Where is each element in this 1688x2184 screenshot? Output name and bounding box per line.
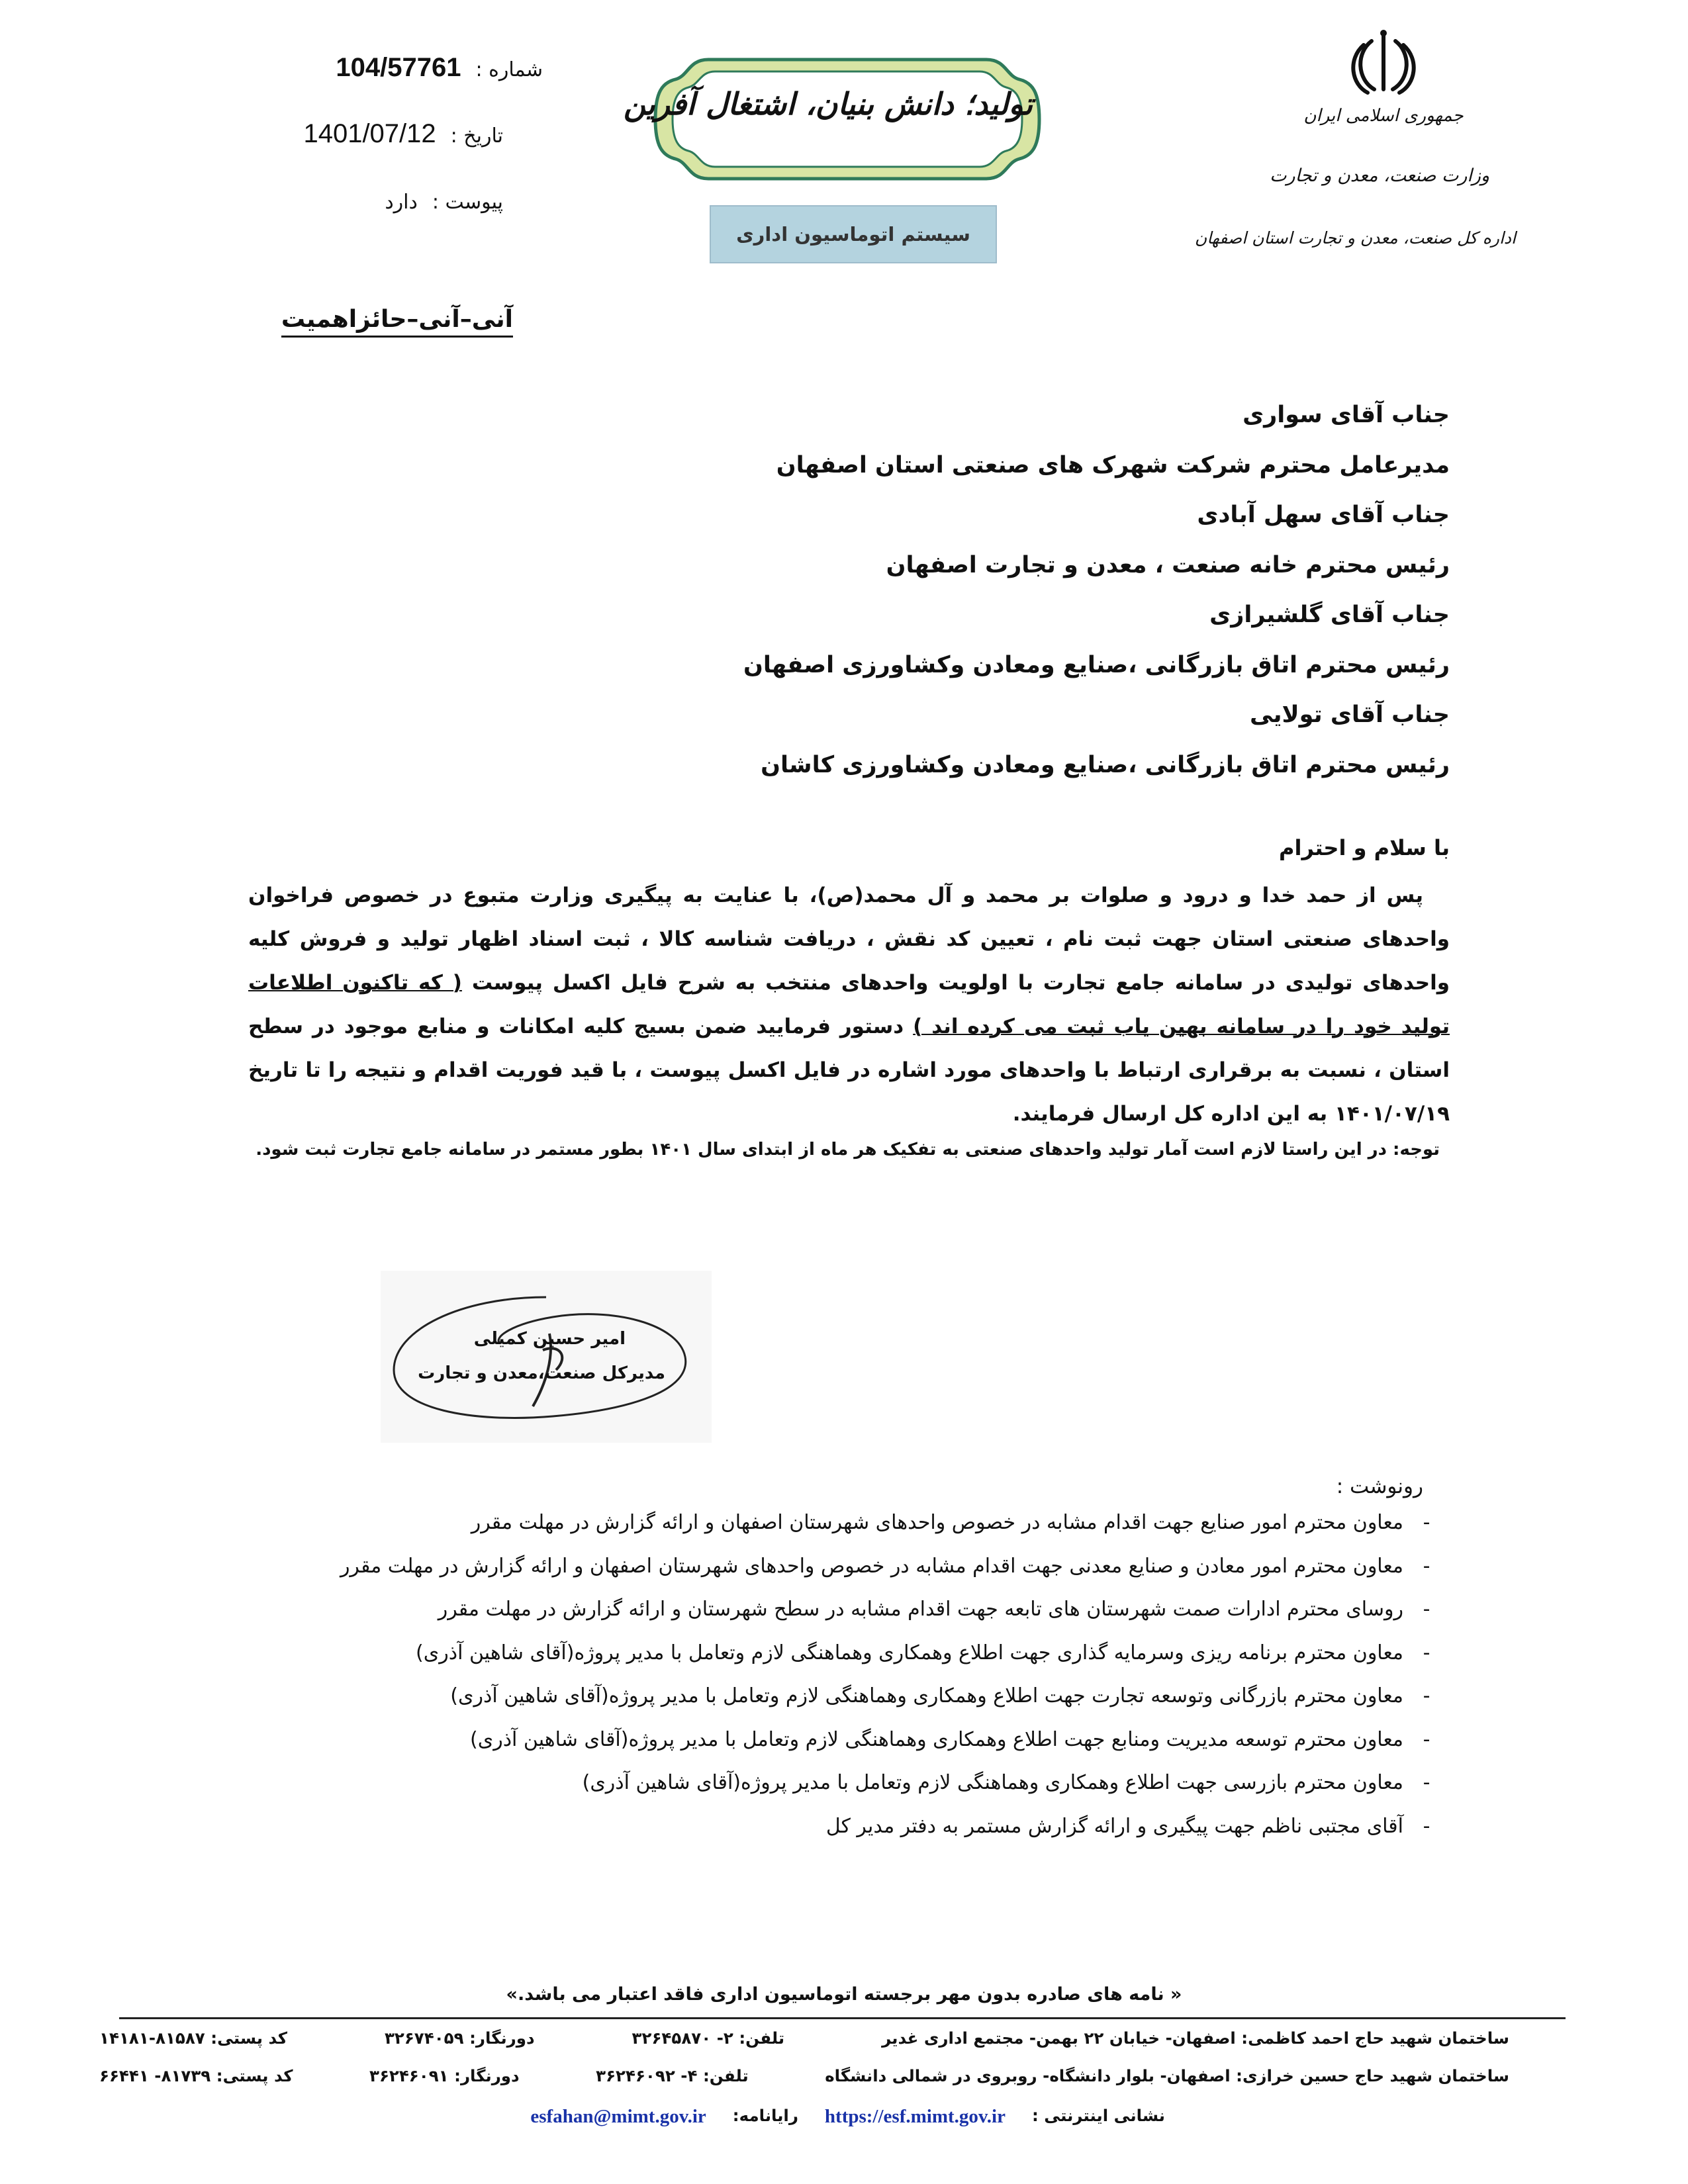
footer-address-line-2 [99, 2066, 1509, 2085]
letter-date-label: تاریخ : [450, 124, 503, 148]
cc-item [225, 1501, 1450, 1545]
footer-divider [119, 2017, 1566, 2019]
recipient-line: مدیرعامل محترم شرکت شهرک های صنعتی استان اصفهان [776, 451, 1450, 478]
letter-number-value: 104/57761 [336, 53, 461, 82]
org-line-ministry: وزارت صنعت، معدن و تجارت [1270, 165, 1489, 186]
recipient-line: جناب آقای تولایی [1249, 702, 1450, 728]
cc-item-text: آقای مجتبی ناظم جهت پیگیری و ارائه گزارش مستمر به دفتر مدیر کل [825, 1814, 1403, 1838]
cc-item-text: معاون محترم امور معادن و صنایع معدنی جهت اقدام مشابه در خصوص واحدهای شهرستان اصفهان و ارائه گزارش در مهلت مقرر [340, 1554, 1403, 1578]
recipient-line: رئیس محترم اتاق بازرگانی ،صنایع ومعادن وکشاورزی کاشان [761, 751, 1450, 778]
recipient-line: رئیس محترم اتاق بازرگانی ،صنایع ومعادن وکشاورزی اصفهان [743, 651, 1450, 678]
handwritten-signature-icon [381, 1271, 712, 1443]
org-line-provincial-office: اداره کل صنعت، معدن و تجارت استان اصفهان [1194, 228, 1516, 248]
letter-number-label: شماره : [475, 58, 543, 81]
cc-item [225, 1674, 1450, 1718]
email-label: رایانامه: [732, 2106, 798, 2125]
cc-item [225, 1631, 1450, 1675]
cc-item-text: معاون محترم امور صنایع جهت اقدام مشابه در خصوص واحدهای شهرستان اصفهان و ارائه گزارش در مهلت مقرر [471, 1511, 1403, 1535]
letter-date-value: 1401/07/12 [303, 119, 436, 148]
slogan-text: تولید؛ دانش بنیان، اشتغال آفرین [623, 86, 1033, 122]
signature-block [381, 1271, 712, 1443]
footer-phone-2: تلفن: ۴- ۳۶۲۴۶۰۹۲ [596, 2066, 749, 2085]
attachment-label: پیوست : [432, 191, 503, 214]
cc-title: رونوشت : [1336, 1475, 1423, 1498]
cc-item [225, 1718, 1450, 1762]
office-automation-system-label: سیستم اتوماسیون اداری [710, 205, 997, 263]
footer-address-1: ساختمان شهید حاج احمد کاظمی: اصفهان- خیابان ۲۲ بهمن- مجتمع اداری غدیر [882, 2028, 1509, 2048]
cc-item-text: معاون محترم توسعه مدیریت ومنابع جهت اطلاع وهمکاری وهماهنگی لازم وتعامل با مدیر پروژه(آقای شاهین آذری) [470, 1727, 1403, 1751]
footer-address-line-1 [99, 2028, 1509, 2048]
cc-bullet: - [1423, 1511, 1430, 1535]
footer-postal-2: کد پستی: ۸۱۷۳۹- ۶۶۴۴۱ [99, 2066, 293, 2085]
footer-fax-1: دورنگار: ۳۲۶۷۴۰۵۹ [384, 2028, 535, 2048]
recipient-line: جناب آقای گلشیرازی [1209, 602, 1450, 628]
cc-bullet: - [1423, 1727, 1430, 1751]
cc-bullet: - [1423, 1771, 1430, 1795]
cc-item [225, 1761, 1450, 1805]
recipient-line: جناب آقای سهل آبادی [1197, 502, 1450, 528]
letter-date-field [303, 119, 503, 149]
recipient-line: جناب آقای سواری [1243, 402, 1450, 428]
emblem-icon [1344, 26, 1423, 99]
footer-postal-1: کد پستی: ۸۱۵۸۷-۱۴۱۸۱ [99, 2028, 287, 2048]
body-text-part2: دستور فرمایید ضمن بسیج کلیه امکانات و منابع موجود در سطح استان ، نسبت به برقراری ارتباط با واحدهای مورد اشاره در فایل اکسل پیوست ، با قید فوریت اقدام و نتیجه را تا تاریخ ۱۴۰۱/۰۷/۱۹ به این اداره کل ارسال فرمایند. [248, 1015, 1450, 1126]
cc-bullet: - [1423, 1554, 1430, 1578]
cc-item-text: معاون محترم بازرگانی وتوسعه تجارت جهت اطلاع وهمکاری وهماهنگی لازم وتعامل با مدیر پروژه(آقای شاهین آذری) [450, 1684, 1403, 1708]
footer-address-2: ساختمان شهید حاج حسین خرازی: اصفهان- بلوار دانشگاه- روبروی در شمالی دانشگاه [825, 2066, 1509, 2085]
body-text-part1: پس از حمد خدا و درود و صلوات بر محمد و آل محمد(ص)، با عنایت به پیگیری وزارت متبوع در خصوص فراخوان واحدهای صنعتی استان جهت ثبت نام ، تعیین کد نقش ، دریافت شناسه کالا ، ثبت اسناد اظهار تولید و فروش کلیه واحدهای تولیدی در سامانه جامع تجارت با اولویت واحدهای منتخب به شرح فایل اکسل پیوست [248, 884, 1450, 995]
signer-name: امیر حسین کمیلی [473, 1329, 626, 1349]
attachment-value: دارد [385, 191, 418, 214]
cc-item-text: معاون محترم بازرسی جهت اطلاع وهمکاری وهماهنگی لازم وتعامل با مدیر پروژه(آقای شاهین آذری) [582, 1771, 1403, 1795]
footer-validity-warning: « نامه های صادره بدون مهر برجسته اتوماسیون اداری فاقد اعتبار می باشد.» [506, 1984, 1182, 2005]
salutation: با سلام و احترام [1279, 835, 1450, 860]
body-text-underlined: ( که تاکنون اطلاعات تولید خود را در سامانه بهین یاب ثبت می کرده اند ) [248, 971, 1450, 1038]
email-link[interactable]: esfahan@mimt.gov.ir [530, 2106, 706, 2127]
signer-title: مدیرکل صنعت،معدن و تجارت [418, 1363, 665, 1383]
website-link[interactable]: https://esf.mimt.gov.ir [824, 2106, 1006, 2127]
website-label: نشانی اینترنتی : [1031, 2106, 1165, 2125]
cc-item-text: معاون محترم برنامه ریزی وسرمایه گذاری جهت اطلاع وهمکاری وهماهنگی لازم وتعامل با مدیر پروژه(آقای شاهین آذری) [416, 1641, 1403, 1664]
cc-list [225, 1501, 1450, 1848]
footer-phone-1: تلفن: ۲- ۳۲۶۴۵۸۷۰ [632, 2028, 785, 2048]
attachment-field [385, 191, 503, 214]
note-text: توجه: در این راستا لازم است آمار تولید واحدهای صنعتی به تفکیک هر ماه از ابتدای سال ۱۴۰۱ بطور مستمر در سامانه جامع تجارت ثبت شود. [256, 1140, 1440, 1160]
urgency-label: آنی–آنی–حائزاهمیت [281, 306, 513, 338]
cc-bullet: - [1423, 1641, 1430, 1664]
iran-emblem-logo [1344, 26, 1423, 99]
footer-fax-2: دورنگار: ۳۶۲۴۶۰۹۱ [369, 2066, 520, 2085]
cc-item [225, 1805, 1450, 1848]
cc-item [225, 1588, 1450, 1631]
recipient-line: رئیس محترم خانه صنعت ، معدن و تجارت اصفهان [886, 551, 1450, 578]
body-paragraph [248, 874, 1450, 1136]
letter-number-field [336, 53, 543, 83]
cc-bullet: - [1423, 1814, 1430, 1838]
footer-contact-line [530, 2106, 1165, 2128]
recipients-block [457, 390, 1450, 790]
cc-item [225, 1545, 1450, 1588]
org-line-country: جمهوری اسلامی ایران [1303, 106, 1464, 126]
cc-item-text: روسای محترم ادارات صمت شهرستان های تابعه جهت اقدام مشابه در سطح شهرستان و ارائه گزارش در مهلت مقرر [438, 1598, 1403, 1621]
cc-bullet: - [1423, 1598, 1430, 1621]
cc-bullet: - [1423, 1684, 1430, 1708]
